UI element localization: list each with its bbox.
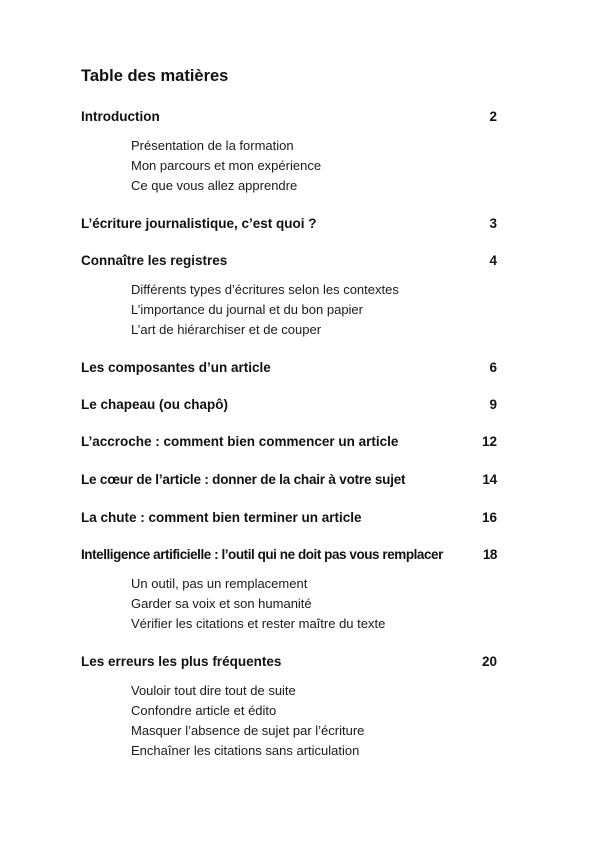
toc-entry-intelligence-artificielle: [81, 546, 497, 564]
toc-entry-title: Les erreurs les plus fréquentes: [81, 654, 282, 669]
toc-subitem: Ce que vous allez apprendre: [131, 178, 298, 193]
toc-title: Table des matières: [81, 67, 229, 85]
toc-subitem: Différents types d’écritures selon les contextes: [131, 282, 399, 297]
toc-subitem: Confondre article et édito: [131, 703, 277, 718]
toc-entry-accroche: [81, 433, 497, 451]
toc-entry-coeur: [81, 471, 497, 489]
toc-entry-title: L’accroche : comment bien commencer un article: [81, 434, 399, 449]
toc-entry-erreurs: [81, 653, 497, 671]
toc-subitem: Enchaîner les citations sans articulation: [131, 743, 360, 758]
toc-entry-page: 12: [481, 434, 497, 449]
toc-subitem: Un outil, pas un remplacement: [131, 576, 308, 591]
toc-entry-page: 20: [481, 654, 497, 669]
toc-entry-registres: [81, 252, 497, 270]
toc-subitem: Mon parcours et mon expérience: [131, 158, 322, 173]
toc-entry-page: 9: [489, 397, 497, 412]
toc-entry-title: Les composantes d’un article: [81, 360, 271, 375]
toc-subitem: Présentation de la formation: [131, 138, 294, 153]
toc-entry-title: Le chapeau (ou chapô): [81, 397, 229, 412]
toc-entry-page: 2: [489, 109, 497, 124]
toc-subitem: L’importance du journal et du bon papier: [131, 302, 363, 317]
toc-entry-title: Intelligence artificielle : l’outil qui ne doit pas vous remplacer: [81, 547, 443, 562]
toc-entry-title: L’écriture journalistique, c’est quoi ?: [81, 216, 317, 231]
toc-entry-title: La chute : comment bien terminer un article: [81, 510, 362, 525]
toc-entry-ecriture-journalistique: [81, 215, 497, 233]
toc-entry-introduction: [81, 108, 497, 126]
toc-entry-page: 3: [489, 216, 497, 231]
toc-entry-chapeau: [81, 396, 497, 414]
toc-entry-page: 16: [481, 510, 497, 525]
toc-subitem: Masquer l’absence de sujet par l’écriture: [131, 723, 365, 738]
toc-subitem: Vouloir tout dire tout de suite: [131, 683, 296, 698]
toc-entry-page: 18: [482, 547, 497, 562]
toc-entry-title: Le cœur de l’article : donner de la chair à votre sujet: [81, 472, 406, 487]
toc-entry-composantes: [81, 359, 497, 377]
toc-entry-title: Introduction: [81, 109, 160, 124]
toc-entry-page: 6: [489, 360, 497, 375]
toc-subitem: L’art de hiérarchiser et de couper: [131, 322, 322, 337]
toc-subitem: Garder sa voix et son humanité: [131, 596, 312, 611]
toc-entry-title: Connaître les registres: [81, 253, 228, 268]
toc-entry-chute: [81, 509, 497, 527]
toc-subitem: Vérifier les citations et rester maître du texte: [131, 616, 386, 631]
toc-entry-page: 4: [489, 253, 497, 268]
toc-entry-page: 14: [482, 472, 497, 487]
